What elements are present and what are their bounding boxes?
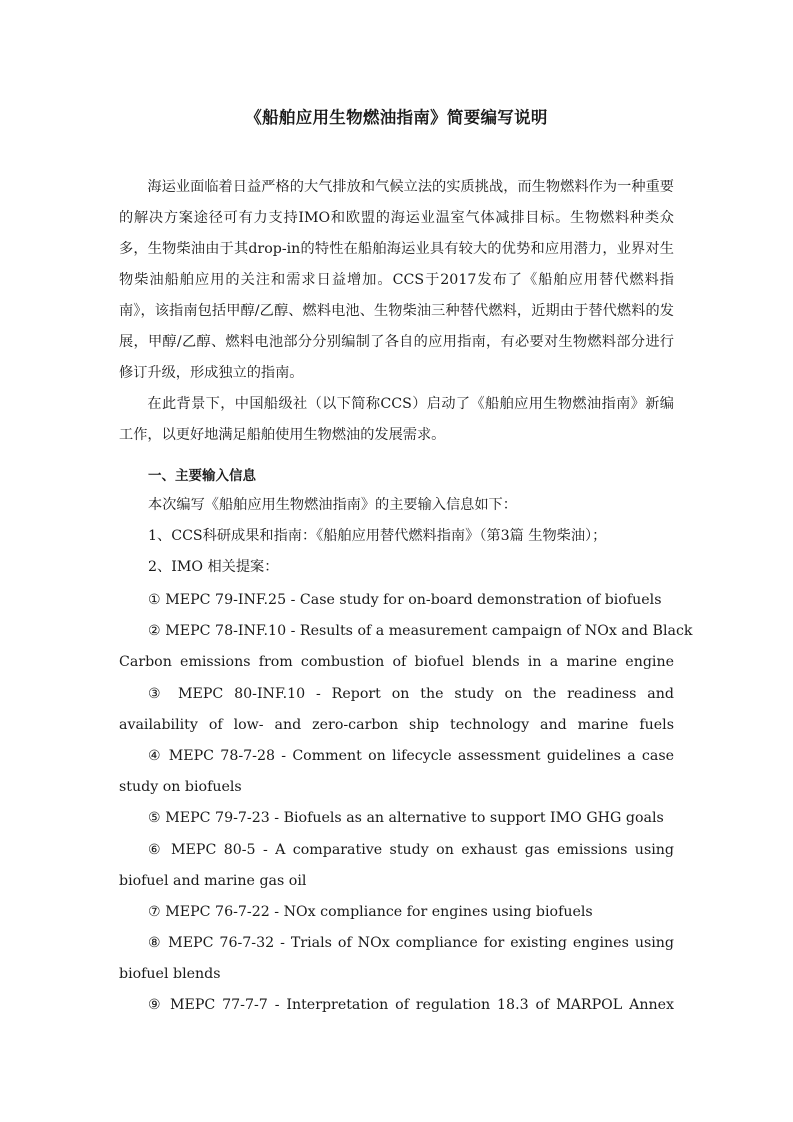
reference-title-continued: biofuel blends — [119, 966, 221, 982]
reference-title-continued: availability of low- and zero-carbon ship technology and marine fuels — [119, 717, 674, 733]
reference-title: MEPC 76-7-32 - Trials of NOx compliance for existing engines using — [168, 935, 674, 951]
reference-title: MEPC 79-7-23 - Biofuels as an alternative to support IMO GHG goals — [165, 810, 664, 826]
reference-number: ③ — [148, 686, 168, 702]
background-paragraph-group — [119, 172, 674, 451]
reference-number: ① — [148, 592, 161, 608]
input-item-2: 2、IMO 相关提案： — [148, 559, 279, 575]
section-intro: 本次编写《船舶应用生物燃油指南》的主要输入信息如下： — [148, 497, 517, 513]
reference-item — [119, 835, 674, 897]
reference-item — [119, 803, 674, 834]
reference-item — [119, 897, 674, 928]
reference-title: MEPC 78-INF.10 - Results of a measurement campaign of NOx and Black — [165, 623, 693, 639]
input-item-1: 1、CCS科研成果和指南：《船舶应用替代燃料指南》（第3篇 生物柴油）； — [148, 528, 607, 544]
reference-item — [119, 928, 674, 990]
reference-number: ④ — [148, 748, 163, 764]
reference-item — [119, 616, 693, 678]
reference-number: ⑥ — [148, 842, 164, 858]
reference-number: ⑦ — [148, 904, 161, 920]
reference-title-continued: Carbon emissions from combustion of biofuel blends in a marine engine — [119, 654, 674, 670]
reference-title: MEPC 80-5 - A comparative study on exhaust gas emissions using — [171, 842, 674, 858]
section-heading: 一、主要输入信息 — [148, 468, 256, 484]
paragraph-background: 海运业面临着日益严格的大气排放和气候立法的实质挑战，而生物燃料作为一种重要的解决方案途径可有力支持IMO和欧盟的海运业温室气体减排目标。生物燃料种类众多，生物柴油由于其drop-in的特性在船舶海运业具有较大的优势和应用潜力，业界对生物柴油船舶应用的关注和需求日益增加。CCS于2017发布了《船舶应用替代燃料指南》，该指南包括甲醇/乙醇、燃料电池、生物柴油三种替代燃料，近期由于替代燃料的发展，甲醇/乙醇、燃料电池部分分别编制了各自的应用指南，有必要对生物燃料部分进行修订升级，形成独立的指南。 — [119, 179, 674, 381]
reference-title: MEPC 76-7-22 - NOx compliance for engines using biofuels — [165, 904, 593, 920]
reference-title-continued: biofuel and marine gas oil — [119, 873, 307, 889]
reference-title: MEPC 80-INF.10 - Report on the study on the readiness and — [177, 686, 674, 702]
reference-number: ② — [148, 623, 161, 639]
reference-item — [119, 990, 674, 1021]
reference-title: MEPC 79-INF.25 - Case study for on-board demonstration of biofuels — [165, 592, 662, 608]
reference-number: ⑤ — [148, 810, 161, 826]
reference-item — [119, 741, 674, 803]
reference-title-continued: study on biofuels — [119, 779, 242, 795]
document-title: 《船舶应用生物燃油指南》简要编写说明 — [245, 108, 548, 127]
reference-item — [119, 585, 674, 616]
reference-number: ⑨ — [148, 997, 164, 1013]
reference-title: MEPC 77-7-7 - Interpretation of regulation 18.3 of MARPOL Annex — [169, 997, 674, 1013]
reference-item — [119, 679, 674, 741]
reference-title: MEPC 78-7-28 - Comment on lifecycle assessment guidelines a case — [168, 748, 674, 764]
paragraph-context: 在此背景下，中国船级社（以下简称CCS）启动了《船舶应用生物燃油指南》新编工作，以更好地满足船舶使用生物燃油的发展需求。 — [119, 396, 674, 443]
reference-number: ⑧ — [148, 935, 163, 951]
